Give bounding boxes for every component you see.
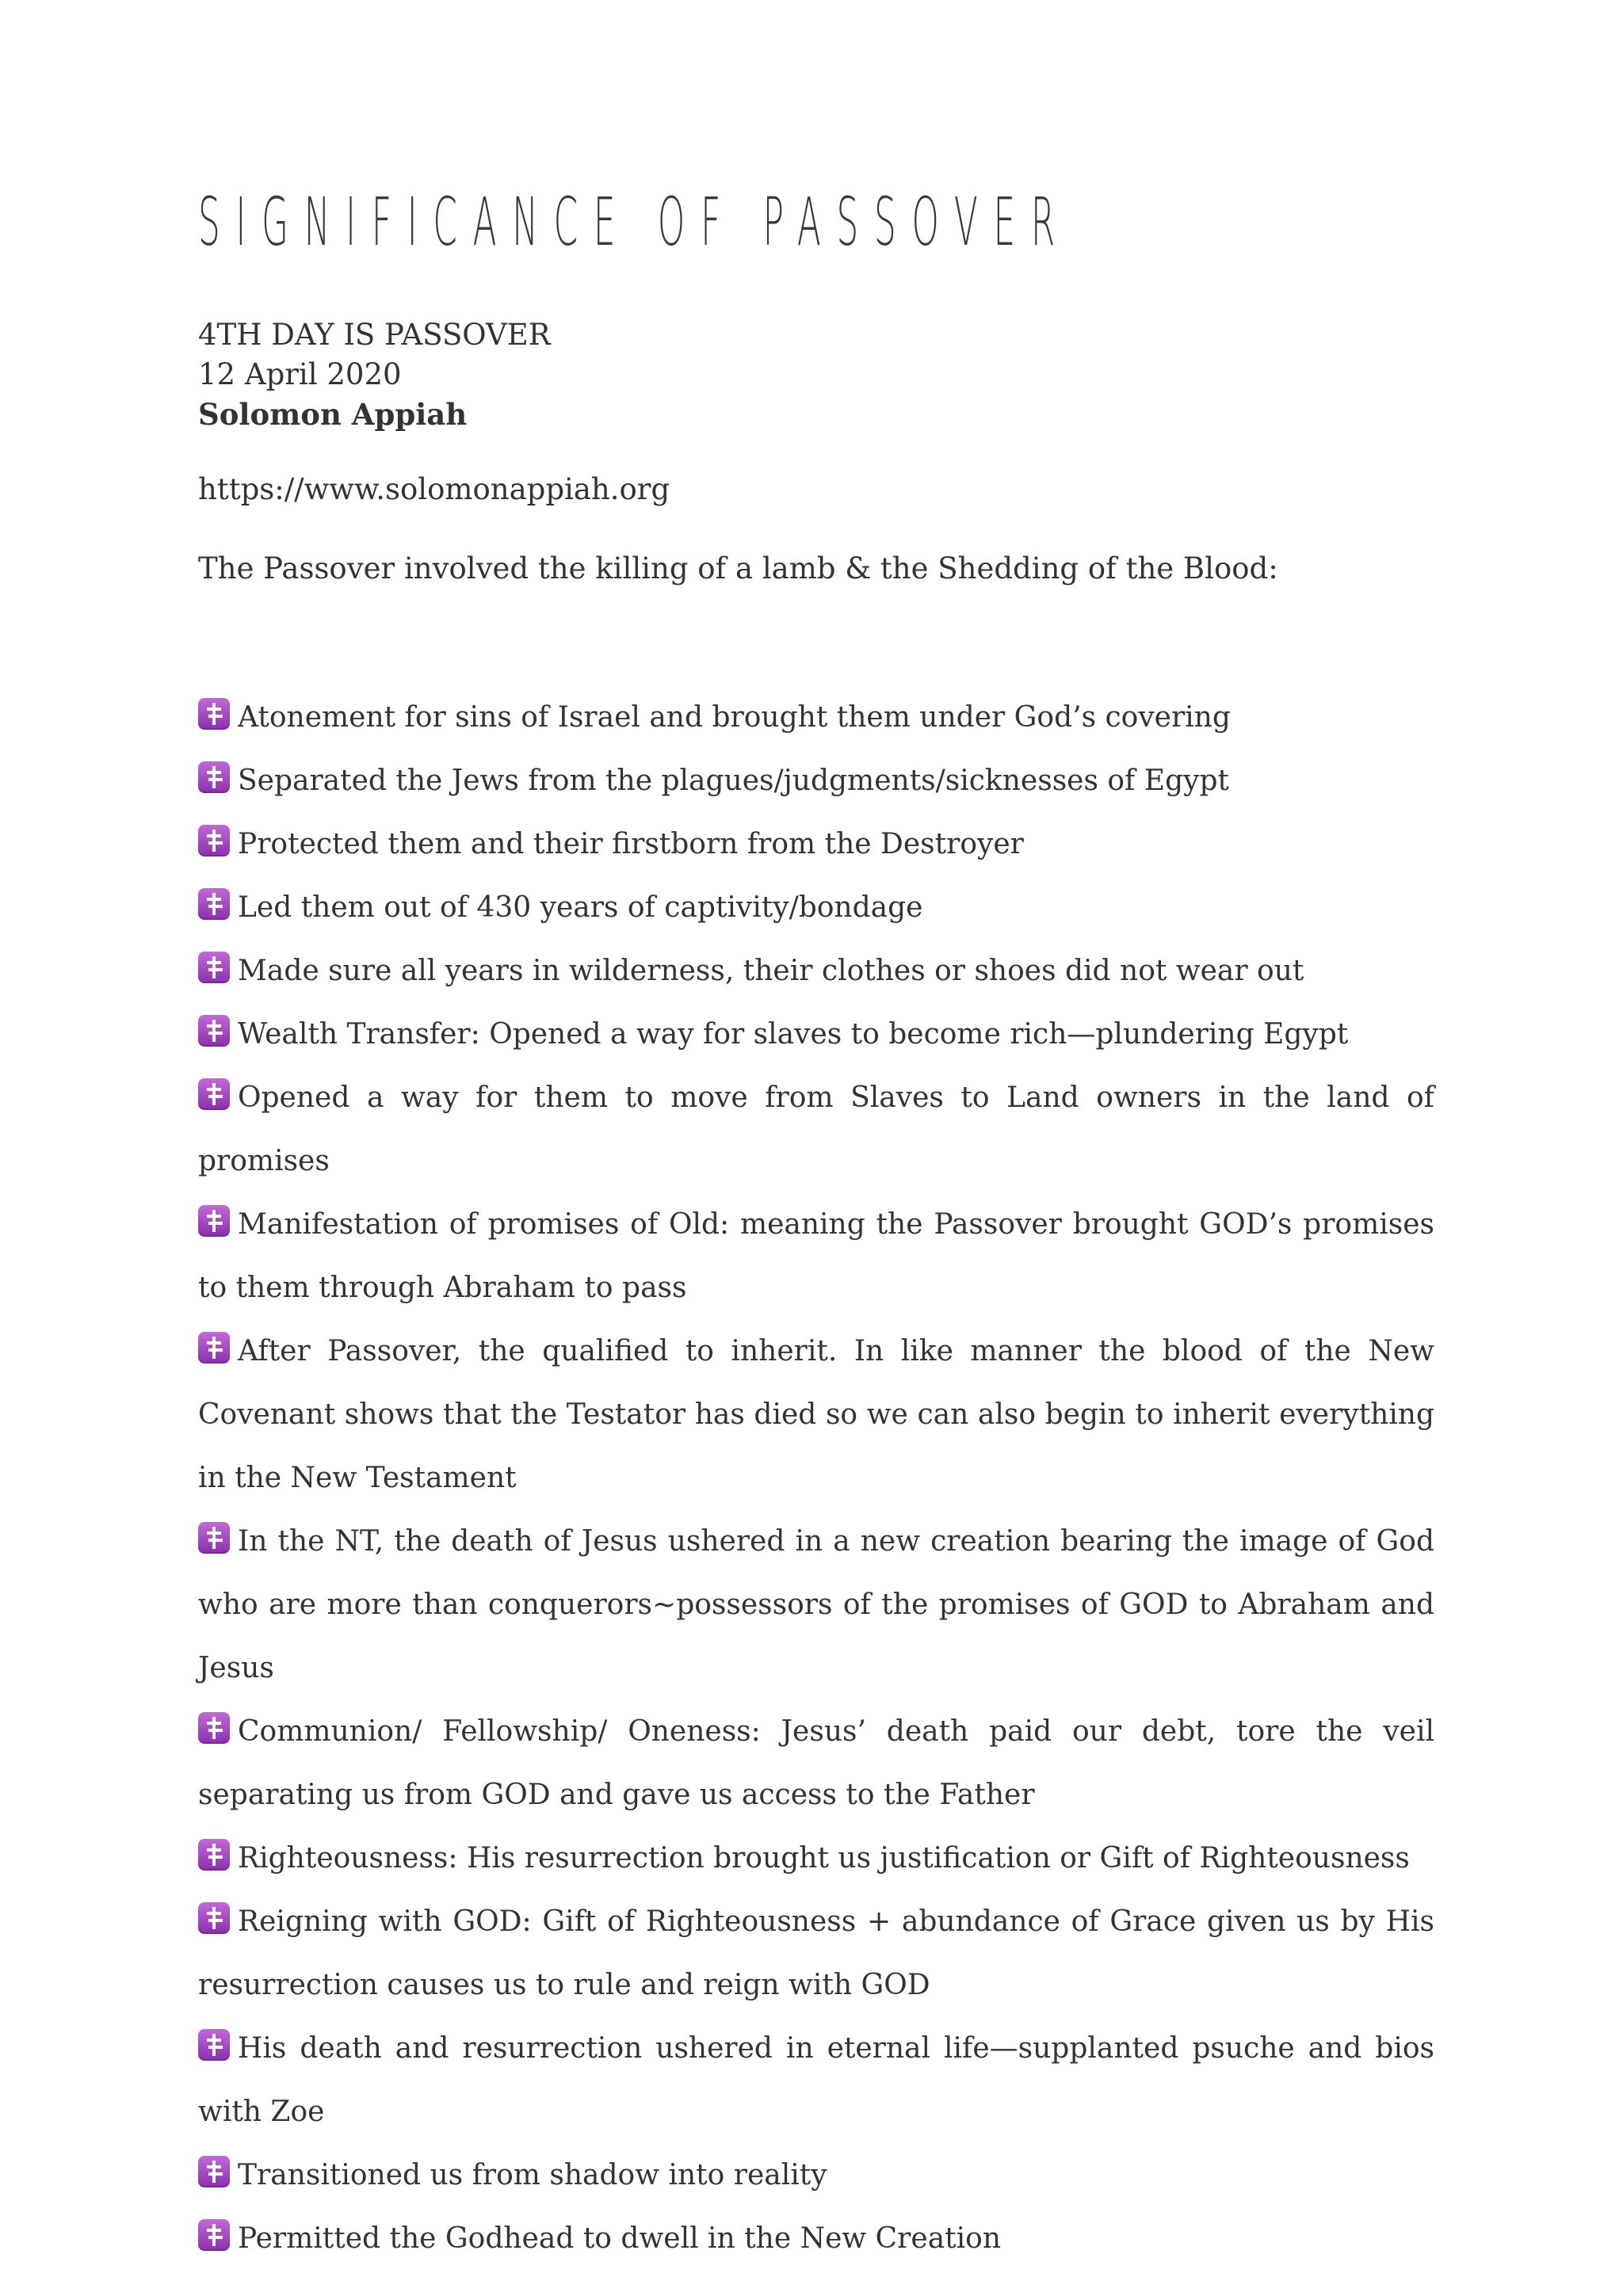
list-item bbox=[198, 1066, 1434, 1193]
list-item bbox=[198, 2207, 1434, 2271]
orthodox-cross-icon bbox=[198, 952, 230, 983]
list-item bbox=[198, 1700, 1434, 1827]
orthodox-cross-icon bbox=[198, 2029, 230, 2061]
document-subtitle: 4TH DAY IS PASSOVER bbox=[198, 318, 551, 352]
list-item-text: Protected them and their firstborn from the Destroyer bbox=[238, 828, 1024, 860]
website-url: https://www.solomonappiah.org bbox=[198, 472, 670, 506]
list-item bbox=[198, 2017, 1434, 2144]
list-item bbox=[198, 1003, 1434, 1066]
intro-paragraph: The Passover involved the killing of a lamb & the Shedding of the Blood: bbox=[198, 551, 1278, 585]
list-item-text: Reigning with GOD: Gift of Righteousness + abundance of Grace given us by His resurrection causes us to rule and reign with GOD bbox=[198, 1905, 1434, 2001]
significance-list bbox=[198, 686, 1434, 2271]
orthodox-cross-icon bbox=[198, 1015, 230, 1047]
list-item-text: Wealth Transfer: Opened a way for slaves to become rich—plundering Egypt bbox=[238, 1018, 1349, 1051]
orthodox-cross-icon bbox=[198, 761, 230, 793]
list-item-text: Righteousness: His resurrection brought us justification or Gift of Righteousness bbox=[238, 1842, 1410, 1875]
list-item-text: After Passover, the qualified to inherit. In like manner the blood of the New Covenant shows that the Testator has died so we can also begin to inherit everything in the New Testament bbox=[198, 1335, 1434, 1494]
list-item-text: Transitioned us from shadow into reality bbox=[238, 2159, 827, 2191]
document-date: 12 April 2020 bbox=[198, 357, 402, 391]
orthodox-cross-icon bbox=[198, 825, 230, 856]
list-item-text: Manifestation of promises of Old: meaning the Passover brought GOD’s promises to them through Abraham to pass bbox=[198, 1208, 1434, 1304]
orthodox-cross-icon bbox=[198, 1205, 230, 1237]
orthodox-cross-icon bbox=[198, 1712, 230, 1744]
list-item-text: Communion/ Fellowship/ Oneness: Jesus’ death paid our debt, tore the veil separating us from GOD and gave us access to the Father bbox=[198, 1715, 1434, 1811]
page-title: SIGNIFICANCE OF PASSOVER bbox=[198, 183, 1071, 261]
list-item-text: Separated the Jews from the plagues/judgments/sicknesses of Egypt bbox=[238, 765, 1229, 797]
list-item bbox=[198, 2144, 1434, 2207]
list-item bbox=[198, 1510, 1434, 1700]
list-item-text: Made sure all years in wilderness, their clothes or shoes did not wear out bbox=[238, 955, 1304, 987]
list-item bbox=[198, 1320, 1434, 1510]
orthodox-cross-icon bbox=[198, 2219, 230, 2251]
list-item-text: Opened a way for them to move from Slaves to Land owners in the land of promises bbox=[198, 1081, 1434, 1177]
list-item bbox=[198, 940, 1434, 1003]
orthodox-cross-icon bbox=[198, 888, 230, 920]
orthodox-cross-icon bbox=[198, 1078, 230, 1110]
list-item bbox=[198, 813, 1434, 876]
list-item-text: Led them out of 430 years of captivity/bondage bbox=[238, 891, 923, 924]
orthodox-cross-icon bbox=[198, 2156, 230, 2187]
list-item bbox=[198, 749, 1434, 813]
list-item bbox=[198, 1193, 1434, 1320]
list-item-text: Atonement for sins of Israel and brought them under God’s covering bbox=[238, 701, 1231, 734]
list-item-text: His death and resurrection ushered in eternal life—supplanted psuche and bios with Zoe bbox=[198, 2032, 1434, 2128]
document-author: Solomon Appiah bbox=[198, 397, 468, 432]
list-item bbox=[198, 1890, 1434, 2017]
list-item bbox=[198, 876, 1434, 940]
orthodox-cross-icon bbox=[198, 1522, 230, 1554]
orthodox-cross-icon bbox=[198, 1902, 230, 1934]
list-item-text: In the NT, the death of Jesus ushered in a new creation bearing the image of God who are more than conquerors~possessors of the promises of GOD to Abraham and Jesus bbox=[198, 1525, 1434, 1684]
list-item bbox=[198, 1827, 1434, 1890]
list-item bbox=[198, 686, 1434, 749]
list-item-text: Permitted the Godhead to dwell in the New Creation bbox=[238, 2222, 1001, 2255]
document-meta bbox=[198, 315, 551, 434]
orthodox-cross-icon bbox=[198, 1332, 230, 1363]
orthodox-cross-icon bbox=[198, 698, 230, 730]
orthodox-cross-icon bbox=[198, 1839, 230, 1871]
